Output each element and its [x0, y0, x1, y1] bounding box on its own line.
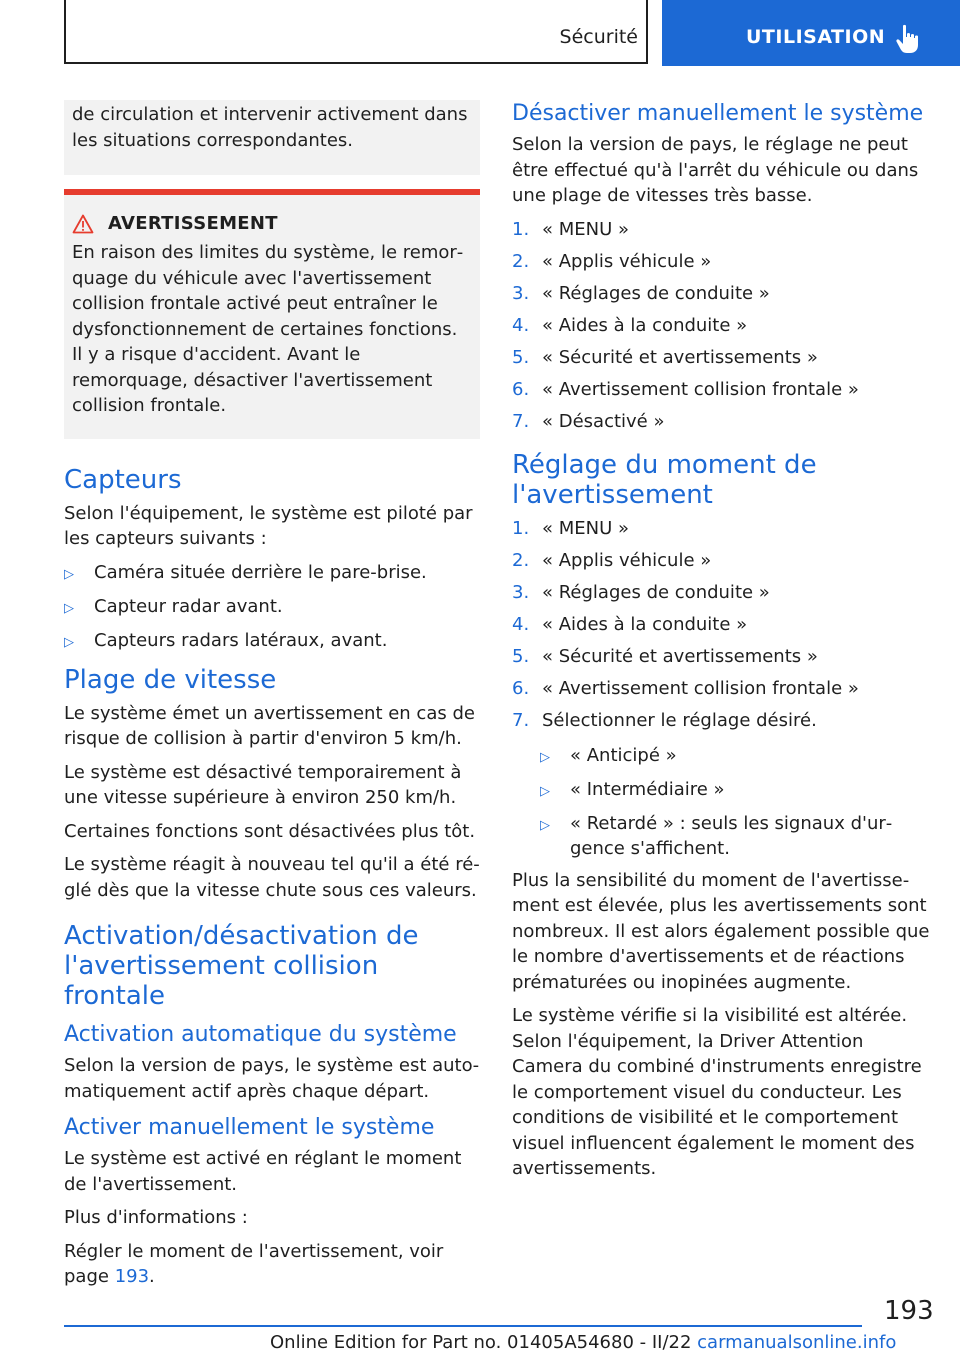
timing-steps	[512, 516, 932, 733]
footer-divider	[64, 1325, 862, 1327]
heading-timing: Réglage du moment de l'avertissement	[512, 449, 817, 510]
list-item: 5. « Sécurité et avertissements »	[512, 645, 818, 667]
list-item: 3. « Réglages de conduite »	[512, 282, 770, 304]
list-item: 7. « Désactivé »	[512, 410, 665, 432]
list-item: 2. « Applis véhicule »	[512, 549, 712, 571]
bullet-triangle-icon: ▷	[540, 749, 550, 765]
timing-options	[540, 743, 932, 861]
header-tab[interactable]	[662, 0, 960, 66]
list-item: ▷ « Anticipé »	[540, 743, 932, 770]
list-item: ▷ « Retardé » : seuls les signaux d'urgence s'affichent.	[540, 812, 893, 859]
list-item: ▷ Caméra située derrière le pare-brise.	[64, 560, 480, 587]
list-item: 3. « Réglages de conduite »	[512, 581, 770, 603]
auto-activation-text: Selon la version de pays, le système est automatiquement actif après chaque départ.	[64, 1055, 480, 1102]
plage-paragraph: Le système est désactivé temporairement à une vitesse supérieure à environ 250 km/h.	[64, 761, 462, 808]
bullet-triangle-icon: ▷	[64, 634, 74, 650]
heading-plage: Plage de vitesse	[64, 664, 277, 695]
manual-activation-text: Le système est activé en réglant le moment de l'avertissement.	[64, 1148, 462, 1195]
header-section-title: Sécurité	[559, 26, 638, 48]
left-column	[64, 100, 480, 1298]
bullet-triangle-icon: ▷	[540, 817, 550, 833]
list-item: 4. « Aides à la conduite »	[512, 314, 748, 336]
warning-heading	[72, 213, 472, 234]
footer-watermark[interactable]: carmanualsonline.info	[697, 1332, 897, 1353]
list-item: 6. « Avertissement collision frontale »	[512, 677, 859, 699]
header-tab-label: UTILISATION	[746, 26, 886, 48]
continuation-box	[64, 100, 480, 175]
list-item: 5. « Sécurité et avertissements »	[512, 346, 818, 368]
heading-activation: Activation/désactivation de l'avertissement collision frontale	[64, 921, 419, 1011]
continuation-text: de circulation et intervenir activement dans les situations correspondantes.	[72, 104, 468, 151]
warning-triangle-icon	[72, 214, 94, 234]
bullet-triangle-icon: ▷	[64, 600, 74, 616]
list-item: 2. « Applis véhicule »	[512, 250, 712, 272]
list-item: 1. « MENU »	[512, 218, 630, 240]
timing-paragraph: Le système vérifie si la visibilité est altérée. Selon l'équipement, la Driver Attention Camera du combiné d'instruments enregistre le comportement visuel du conducteur. Les conditions de visibilité et le comportement visuel influencent également le moment des avertissements.	[512, 1005, 922, 1179]
heading-deactivate: Désactiver manuellement le système	[512, 101, 924, 126]
plage-paragraph: Le système émet un avertissement en cas de risque de collision à partir d'environ 5 km/h.	[64, 702, 475, 749]
deactivate-steps	[512, 217, 932, 434]
list-item: 1. « MENU »	[512, 517, 630, 539]
page-link[interactable]: 193	[114, 1266, 150, 1287]
list-item: ▷ « Intermédiaire »	[540, 777, 932, 804]
warning-title: AVERTISSEMENT	[108, 213, 278, 234]
right-column	[512, 100, 932, 1190]
capteurs-intro: Selon l'équipement, le système est piloté par les capteurs suivants :	[64, 502, 473, 549]
list-item: ▷ Capteur radar avant.	[64, 594, 480, 621]
deactivate-intro: Selon la version de pays, le réglage ne peut être effectué qu'à l'arrêt du véhicule ou dans une plage de vitesses très basse.	[512, 134, 919, 206]
heading-auto-activation: Activation automatique du système	[64, 1022, 457, 1047]
capteurs-list	[64, 560, 480, 655]
list-item: 7. Sélectionner le réglage désiré.	[512, 709, 817, 731]
list-item: ▷ Capteurs radars latéraux, avant.	[64, 628, 480, 655]
hand-pointer-icon	[894, 24, 922, 54]
timing-paragraph: Plus la sensibilité du moment de l'avertissement est élevée, plus les avertissements sont nombreux. Il est alors également possible que le nombre d'avertissements et de réactions prématurées ou inopinées augmente.	[512, 869, 930, 993]
list-item: 4. « Aides à la conduite »	[512, 613, 748, 635]
bullet-triangle-icon: ▷	[64, 566, 74, 582]
heading-manual-activation: Activer manuellement le système	[64, 1115, 435, 1140]
bullet-triangle-icon: ▷	[540, 783, 550, 799]
heading-capteurs: Capteurs	[64, 464, 182, 495]
plage-paragraph: Certaines fonctions sont désactivées plus tôt.	[64, 820, 476, 842]
page-number: 193	[884, 1296, 934, 1326]
more-info-label: Plus d'informations :	[64, 1207, 248, 1228]
plage-paragraph: Le système réagit à nouveau tel qu'il a été réglé dès que la vitesse chute sous ces valeurs.	[64, 854, 480, 901]
page-reference: Régler le moment de l'avertissement, voir page 193.	[64, 1240, 444, 1287]
list-item: 6. « Avertissement collision frontale »	[512, 378, 859, 400]
warning-box	[64, 189, 480, 439]
footer-edition: Online Edition for Part no. 01405A54680 - II/22 carmanualsonline.info	[270, 1332, 897, 1353]
warning-text: En raison des limites du système, le remorquage du véhicule avec l'avertissement collision frontale activé peut entraîner le dysfonctionnement de certaines fonctions. Il y a risque d'accident. Avant le remorquage, désactiver l'avertissement collision frontale.	[72, 242, 464, 416]
